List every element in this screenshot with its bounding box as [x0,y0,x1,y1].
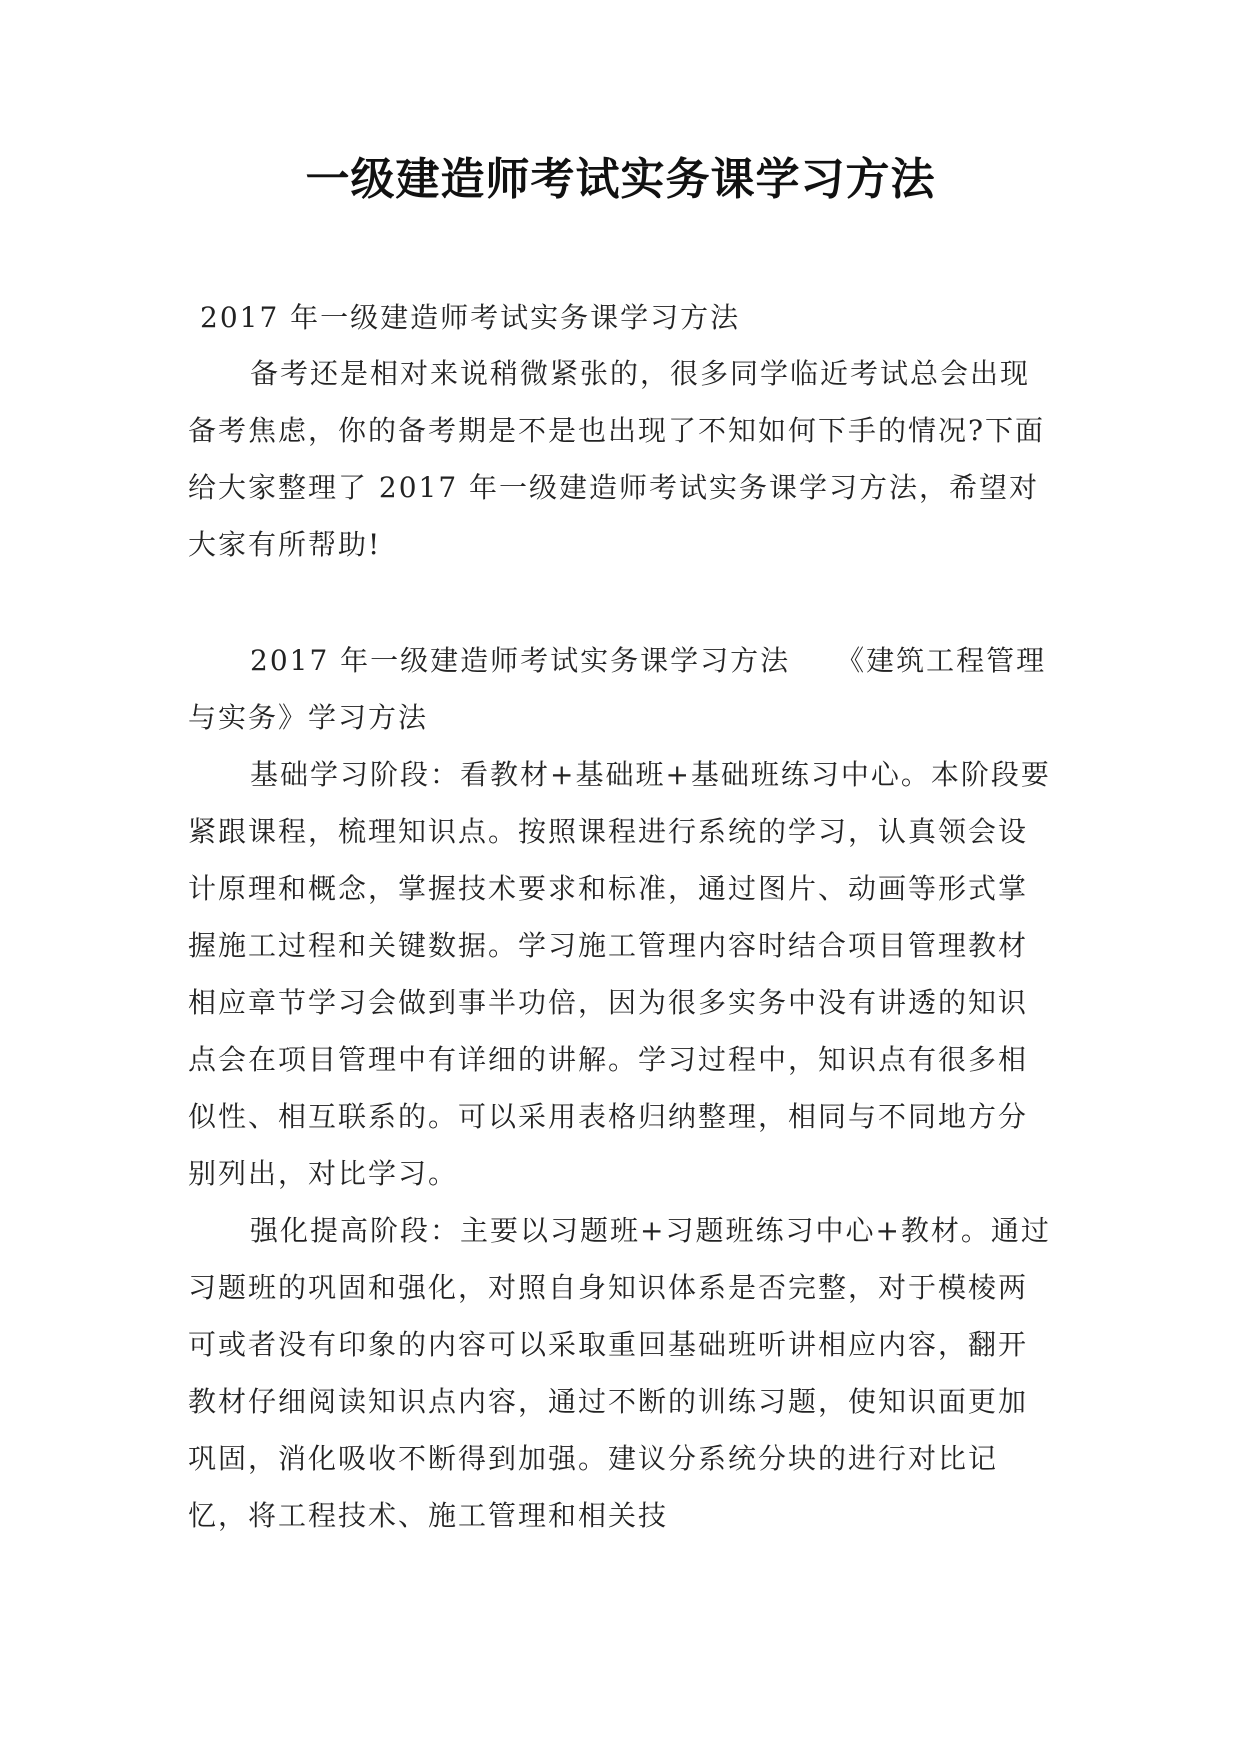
paragraph-intensive-stage: 强化提高阶段：主要以习题班+习题班练习中心+教材。通过习题班的巩固和强化，对照自身知识体系是否完整，对于模棱两可或者没有印象的内容可以采取重回基础班听讲相应内容，翻开教材仔细阅读知识点内容，通过不断的训练习题，使知识面更加巩固，消化吸收不断得到加强。建议分系统分块的进行对比记忆，将工程技术、施工管理和相关技 [188,1214,1051,1532]
intro-block [188,345,1054,573]
paragraph-section-heading: 2017 年一级建造师考试实务课学习方法 《建筑工程管理与实务》学习方法 [188,644,1047,734]
document-title: 一级建造师考试实务课学习方法 [305,154,936,205]
document-subtitle-block [188,289,1054,346]
main-content-block [188,632,1054,1544]
paragraph-intro: 备考还是相对来说稍微紧张的，很多同学临近考试总会出现备考焦虑，你的备考期是不是也出现了不知如何下手的情况?下面给大家整理了 2017 年一级建造师考试实务课学习方法，希望对大家有所帮助! [188,357,1046,561]
document-subtitle: 2017 年一级建造师考试实务课学习方法 [200,301,741,334]
paragraph-foundation-stage: 基础学习阶段：看教材+基础班+基础班练习中心。本阶段要紧跟课程，梳理知识点。按照课程进行系统的学习，认真领会设计原理和概念，掌握技术要求和标准，通过图片、动画等形式掌握施工过程和关键数据。学习施工管理内容时结合项目管理教材相应章节学习会做到事半功倍，因为很多实务中没有讲透的知识点会在项目管理中有详细的讲解。学习过程中，知识点有很多相似性、相互联系的。可以采用表格归纳整理，相同与不同地方分别列出，对比学习。 [188,758,1051,1190]
